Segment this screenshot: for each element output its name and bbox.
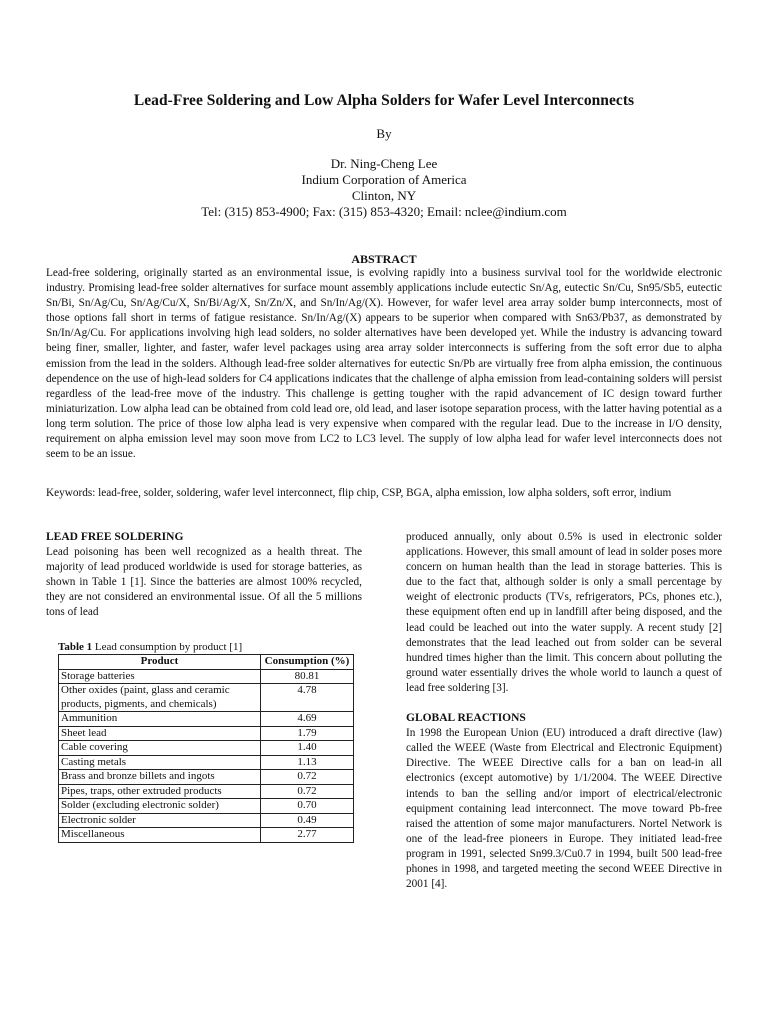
table-caption (58, 640, 354, 654)
continuation-paragraph: produced annually, only about 0.5% is used in electronic solder applications. However, this small amount of lead in solder poses more concern on human health than the lead in storage batteries. This is due to the fact that, although solder is only a small percentage by weight of electronic products (TVs, refrigerators, PCs, phones etc.), these equipment often end up in landfill after being disposed, and the lead could be leached out into the water supply. A recent study [2] demonstrates that the lead leached out from solder can be several hundred times higher than the limit. This concern about polluting the ground water essentially drives the whole world to launch a quest of lead free soldering [3]. (406, 531, 722, 694)
table-row (59, 799, 354, 814)
consumption-cell: 0.72 (261, 770, 354, 785)
table-row (59, 684, 354, 712)
table-row (59, 755, 354, 770)
author-location: Clinton, NY (351, 188, 417, 203)
consumption-cell: 80.81 (261, 669, 354, 684)
product-cell: Miscellaneous (59, 828, 261, 843)
lead-free-paragraph: Lead poisoning has been well recognized as a health threat. The majority of lead produced worldwide is used for storage batteries, as shown in Table 1 [1]. Since the batteries are almost 100% recycled, they are not considered an environmental issue. Of all the 5 millions tons of lead (46, 546, 362, 619)
table-row (59, 712, 354, 727)
author-contact: Tel: (315) 853-4900; Fax: (315) 853-4320; Email: nclee@indium.com (201, 204, 567, 219)
paper-title: Lead-Free Soldering and Low Alpha Solders for Wafer Level Interconnects (133, 92, 635, 109)
product-cell: Electronic solder (59, 813, 261, 828)
author-block (0, 156, 768, 220)
abstract-heading: ABSTRACT (351, 252, 417, 266)
product-cell: Casting metals (59, 755, 261, 770)
product-cell: Ammunition (59, 712, 261, 727)
keywords: Keywords: lead-free, solder, soldering, wafer level interconnect, flip chip, CSP, BGA, alpha emission, low alpha solders, soft error, indium (46, 487, 672, 499)
consumption-cell: 0.49 (261, 813, 354, 828)
table-row (59, 741, 354, 756)
product-cell: Pipes, traps, other extruded products (59, 784, 261, 799)
consumption-cell: 1.40 (261, 741, 354, 756)
consumption-cell: 4.69 (261, 712, 354, 727)
author-affiliation: Indium Corporation of America (301, 172, 467, 187)
table-row (59, 770, 354, 785)
consumption-cell: 1.79 (261, 726, 354, 741)
byline: By (376, 126, 392, 141)
consumption-cell: 2.77 (261, 828, 354, 843)
consumption-cell: 1.13 (261, 755, 354, 770)
global-reactions-paragraph: In 1998 the European Union (EU) introduced a draft directive (law) called the WEEE (Waste from Electrical and Electronic Equipment) Directive. The WEEE Directive calls for a ban on lead-in all electronics (except automotive) by 1/1/2004. The WEEE Directive intends to ban the selling and/or import of electrical/electronic equipment containing lead interconnect. The move toward Pb-free raised the attention of some major manufacturers. Nortel Network is one of the lead-free pioneers in Europe. They initiated lead-free program in 1991, selected Sn99.3/Cu0.7 in 1994, built 500 lead-free phones in 1998, and targeted meeting the second WEEE Directive in 2001 [4]. (406, 727, 722, 891)
column-header-consumption: Consumption (%) (261, 655, 354, 670)
section-heading-lead-free: LEAD FREE SOLDERING (46, 531, 184, 543)
table-row (59, 784, 354, 799)
table-row (59, 828, 354, 843)
table-caption-text: Lead consumption by product [1] (92, 641, 243, 653)
table-header-row (59, 655, 354, 670)
column-header-product: Product (59, 655, 261, 670)
consumption-cell: 4.78 (261, 684, 354, 712)
left-column (46, 530, 362, 621)
lead-consumption-table (58, 654, 354, 843)
product-cell: Storage batteries (59, 669, 261, 684)
consumption-cell: 0.70 (261, 799, 354, 814)
table-row (59, 813, 354, 828)
product-cell: Brass and bronze billets and ingots (59, 770, 261, 785)
product-cell: Sheet lead (59, 726, 261, 741)
table-1 (58, 640, 354, 843)
consumption-cell: 0.72 (261, 784, 354, 799)
product-cell: Other oxides (paint, glass and ceramic products, pigments, and chemicals) (59, 684, 261, 712)
table-caption-label: Table 1 (58, 641, 93, 653)
product-cell: Solder (excluding electronic solder) (59, 799, 261, 814)
table-row (59, 669, 354, 684)
product-cell: Cable covering (59, 741, 261, 756)
table-row (59, 726, 354, 741)
right-column (406, 530, 722, 892)
author-name: Dr. Ning-Cheng Lee (330, 156, 438, 171)
abstract-text: Lead-free soldering, originally started as an environmental issue, is evolving rapidly into a business survival tool for the worldwide electronic industry. Promising lead-free solder alternatives for surface mount assembly applications include eutectic Sn/Ag, eutectic Sn/Cu, Sn95/Sb5, eutectic Sn/Bi, Sn/Ag/Cu, Sn/Ag/Cu/X, Sn/Bi/Ag/X, Sn/Zn/X, and Sn/In/Ag/(X). However, for wafer level area array solder bump interconnects, most of those options fall short in terms of fatigue resistance. Sn/In/Ag/(X) appears to be superior when compared with Sn63/Pb37, as demonstrated by Sn/In/Ag/Cu. For applications involving high lead solders, no solder alternatives have been developed yet. While the industry is advancing toward being finer, smaller, lighter, and faster, wafer level packages using area array solder interconnects is suffering from the soft error due to alpha emission from the lead in the solders. Although lead-free solder alternatives for eutectic Sn/Pb are virtually free from alpha emission, the continuous dependence on the use of high-lead solders for C4 applications indicates that the challenge of alpha emission from lead-containing solders will persist regardless of the lead-free move of the industry. This challenge is getting tougher with the rapid advancement of IC design toward further miniaturization. Low alpha lead can be obtained from cold lead ore, old lead, and laser isotope separation process, with the latter having potential as a long term solution. The price of those low alpha lead is very expensive when compared with the regular lead. Due to the increase in I/O density, requirement on alpha emission level may soon move from LC2 to LC3 level. The supply of low alpha lead for wafer level interconnects does not seem to be an issue. (46, 267, 722, 461)
section-heading-global-reactions: GLOBAL REACTIONS (406, 712, 526, 725)
